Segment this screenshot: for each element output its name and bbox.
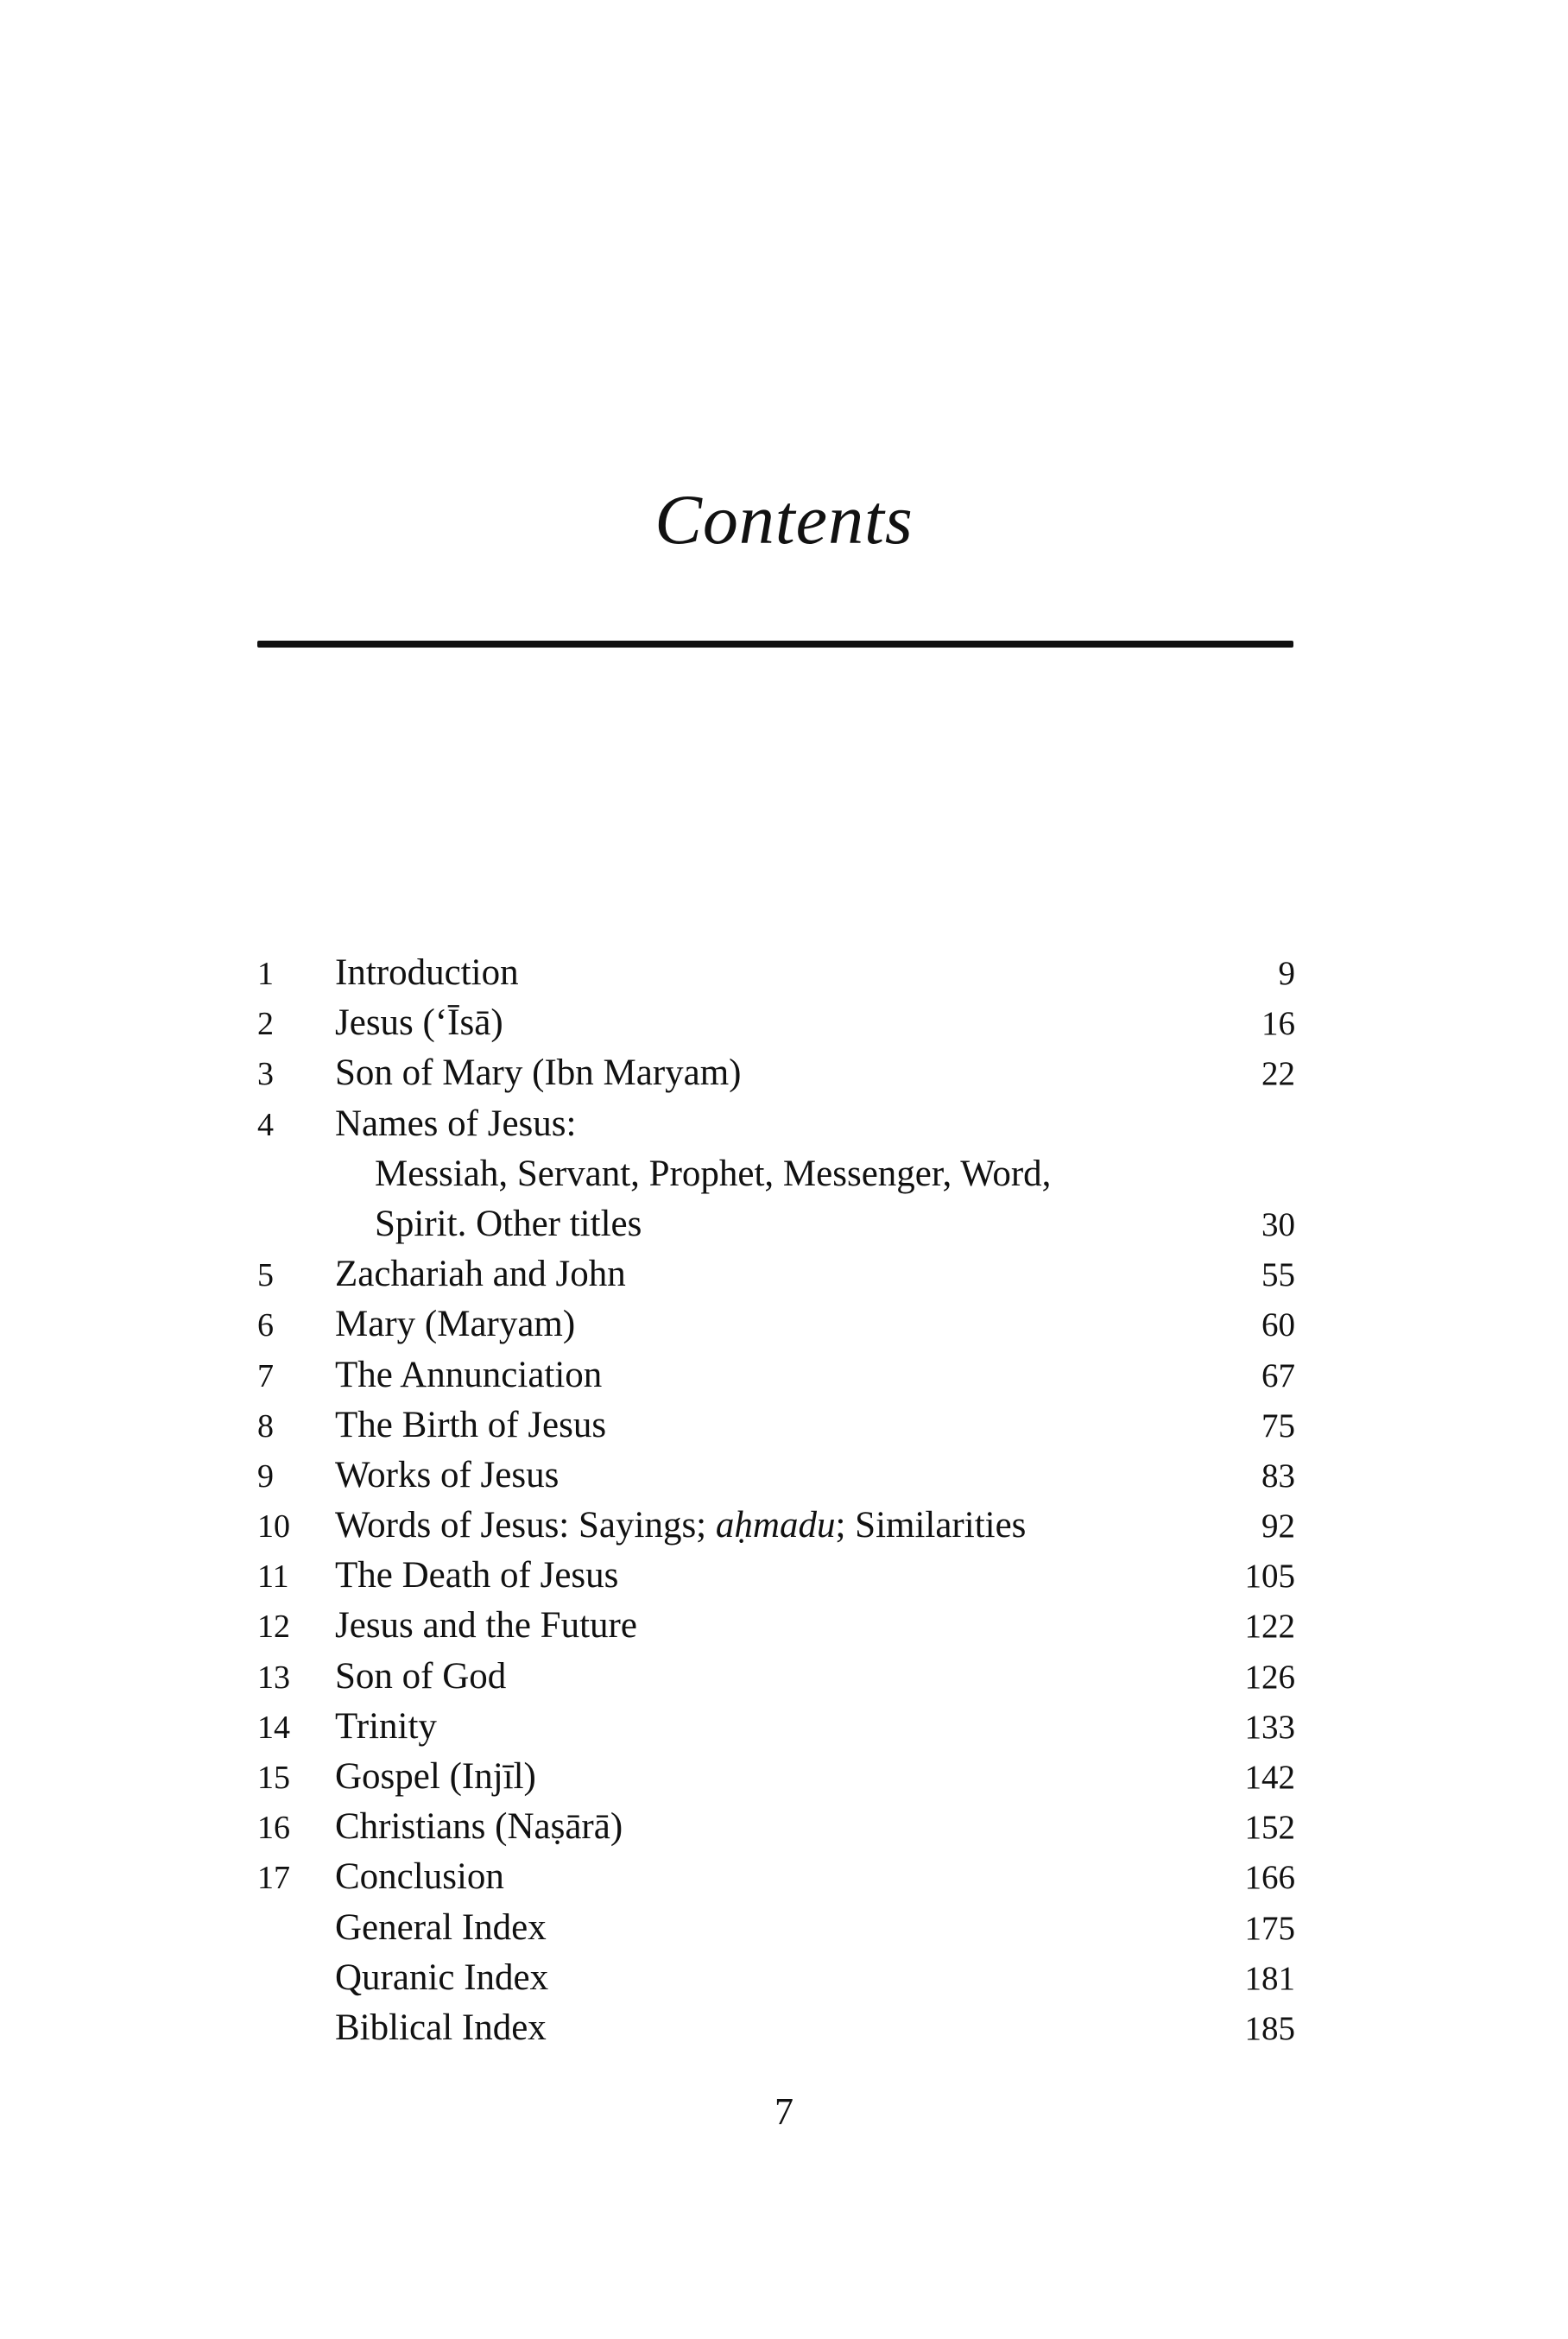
chapter-title: Works of Jesus: [335, 1454, 560, 1495]
chapter-number: 8: [257, 1407, 274, 1444]
toc-entry-general-index[interactable]: [257, 1903, 1295, 1953]
chapter-number: 6: [257, 1307, 274, 1344]
chapter-title-part: Words of Jesus: Sayings;: [335, 1505, 716, 1546]
page-number: 122: [1244, 1608, 1295, 1646]
chapter-title: Jesus and the Future: [335, 1605, 637, 1647]
chapter-number: 4: [257, 1106, 274, 1143]
title-rule: [257, 641, 1293, 648]
page-number: 185: [1244, 2009, 1295, 2047]
chapter-title: Biblical Index: [335, 2007, 547, 2048]
chapter-title: Son of Mary (Ibn Maryam): [335, 1053, 742, 1094]
toc-entry-2[interactable]: [257, 998, 1295, 1048]
page-number: 16: [1261, 1005, 1295, 1043]
chapter-number: 2: [257, 1006, 274, 1043]
toc-entry-6[interactable]: [257, 1299, 1295, 1350]
toc-entry-1[interactable]: [257, 948, 1295, 998]
toc-entry-10[interactable]: [257, 1501, 1295, 1551]
page-number: 75: [1261, 1407, 1295, 1444]
chapter-number: 14: [257, 1709, 290, 1746]
page-number: 105: [1244, 1558, 1295, 1596]
page-number: 83: [1261, 1457, 1295, 1495]
toc-entry-7[interactable]: [257, 1350, 1295, 1400]
chapter-number: 11: [257, 1558, 289, 1596]
chapter-number: 5: [257, 1257, 274, 1294]
chapter-title: The Birth of Jesus: [335, 1404, 607, 1445]
toc-entry-4[interactable]: [257, 1099, 1295, 1149]
toc-entry-9[interactable]: [257, 1451, 1295, 1501]
chapter-number: 16: [257, 1810, 290, 1847]
chapter-title: Conclusion: [335, 1856, 504, 1898]
chapter-number: 3: [257, 1056, 274, 1093]
chapter-title: Christians (Naṣārā): [335, 1806, 623, 1848]
page-number: 142: [1244, 1759, 1295, 1796]
folio-page-number: 7: [775, 2090, 793, 2133]
chapter-title: General Index: [335, 1906, 547, 1948]
chapter-number: 1: [257, 956, 274, 992]
toc-entry-17[interactable]: [257, 1852, 1295, 1902]
toc-entry-quranic-index[interactable]: [257, 1953, 1295, 2003]
chapter-title-continued: Messiah, Servant, Prophet, Messenger, Word,: [375, 1153, 1052, 1194]
toc-entry-13[interactable]: [257, 1652, 1295, 1702]
toc-entry-15[interactable]: [257, 1752, 1295, 1802]
page-number: 22: [1261, 1055, 1295, 1093]
chapter-number: 7: [257, 1357, 274, 1394]
toc-entry-11[interactable]: [257, 1551, 1295, 1601]
chapter-title: Introduction: [335, 952, 519, 993]
chapter-number: 17: [257, 1860, 290, 1897]
chapter-number: 10: [257, 1508, 290, 1546]
chapter-number: 9: [257, 1457, 274, 1495]
page-number: 166: [1244, 1859, 1295, 1897]
toc-entry-5[interactable]: [257, 1249, 1295, 1299]
chapter-title: Jesus (‘Īsā): [335, 1002, 503, 1044]
toc-entry-3[interactable]: [257, 1048, 1295, 1098]
page-number: 30: [1261, 1205, 1295, 1243]
toc-entry-16[interactable]: [257, 1802, 1295, 1852]
chapter-title: [335, 1501, 1174, 1551]
page-number: 55: [1261, 1256, 1295, 1294]
chapter-title: Zachariah and John: [335, 1254, 626, 1295]
chapter-title: The Annunciation: [335, 1354, 603, 1395]
toc-entry-4-continued[interactable]: [257, 1199, 1295, 1249]
toc-entry-8[interactable]: [257, 1400, 1295, 1451]
page-title: Contents: [654, 480, 914, 559]
toc-entry-4-continued[interactable]: [257, 1149, 1295, 1199]
chapter-title: The Death of Jesus: [335, 1555, 619, 1596]
chapter-title: Gospel (Injīl): [335, 1756, 536, 1797]
chapter-title: Trinity: [335, 1705, 437, 1747]
page-number: 92: [1261, 1508, 1295, 1546]
chapter-title-italic: aḥmadu: [715, 1505, 836, 1546]
chapter-number: 15: [257, 1760, 290, 1796]
table-of-contents: [257, 948, 1295, 2053]
page-number: 175: [1244, 1909, 1295, 1947]
page-number: 181: [1244, 1959, 1295, 1997]
page-number: 133: [1244, 1708, 1295, 1746]
chapter-number: 12: [257, 1609, 290, 1646]
toc-entry-12[interactable]: [257, 1601, 1295, 1651]
page-number: 67: [1261, 1356, 1295, 1394]
page-number: 60: [1261, 1306, 1295, 1344]
chapter-title: Mary (Maryam): [335, 1304, 576, 1345]
page-number: 152: [1244, 1809, 1295, 1847]
chapter-title: Son of God: [335, 1655, 507, 1697]
chapter-title-part: ; Similarities: [835, 1505, 1027, 1546]
toc-entry-14[interactable]: [257, 1702, 1295, 1752]
toc-entry-biblical-index[interactable]: [257, 2003, 1295, 2053]
chapter-title: Quranic Index: [335, 1957, 549, 1998]
chapter-number: 13: [257, 1659, 290, 1696]
page-number: 9: [1278, 955, 1295, 992]
page-number: 126: [1244, 1658, 1295, 1696]
chapter-title-continued: Spirit. Other titles: [375, 1203, 642, 1244]
chapter-title: Names of Jesus:: [335, 1103, 577, 1144]
